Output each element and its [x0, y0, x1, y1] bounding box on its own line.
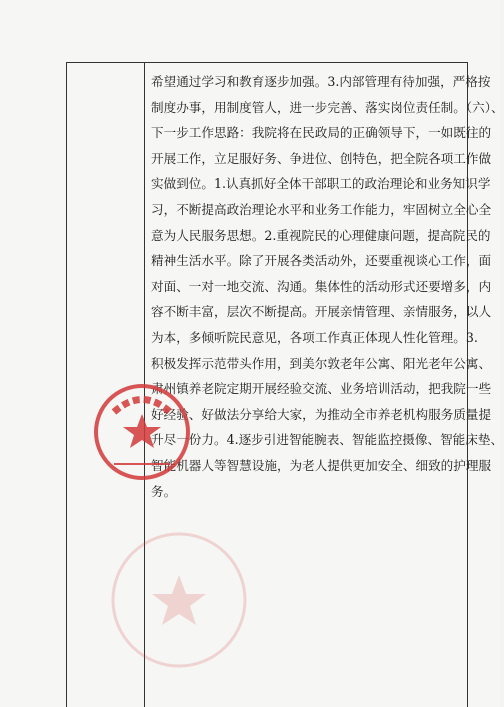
text-line: 开展工作，立足服好务、争进位、创特色，把全院各项工作做 [151, 150, 492, 166]
text-line: 制度办事，用制度管人，进一步完善、落实岗位责任制。（六）、 [151, 99, 504, 115]
text-line: 肃州镇养老院定期开展经验交流、业务培训活动，把我院一些 [151, 381, 492, 397]
text-line: 容不断丰富，层次不断提高。开展亲情管理、亲情服务，以人 [151, 304, 492, 320]
text-line: 意为人民服务思想。2.重视院民的心理健康问题，提高院民的 [151, 227, 491, 243]
text-line: 好经验、好做法分享给大家，为推动全市养老机构服务质量提 [151, 406, 492, 422]
text-line: 习，不断提高政治理论水平和业务工作能力，牢固树立全心全 [151, 201, 492, 217]
text-line: 精神生活水平。除了开展各类活动外，还要重视谈心工作，面 [151, 253, 492, 269]
text-line: 升尽一份力。4.逐步引进智能腕表、智能监控摄像、智能床垫、 [151, 432, 504, 448]
text-line: 希望通过学习和教育逐步加强。3.内部管理有待加强，严格按 [151, 74, 491, 89]
text-line: 为本，多倾听院民意见，各项工作真正体现人性化管理。3. [151, 329, 478, 345]
faint-seal-icon [104, 520, 254, 680]
body-paragraph [151, 69, 504, 504]
text-line: 实做到位。1.认真抓好全体干部职工的政治理论和业务知识学 [151, 176, 491, 192]
text-line: 务。 [151, 483, 177, 499]
official-seal-icon [92, 382, 192, 482]
text-line: 积极发挥示范带头作用，到美尔敦老年公寓、阳光老年公寓、 [151, 355, 492, 371]
text-line: 智能机器人等智慧设施，为老人提供更加安全、细致的护理服 [151, 457, 492, 473]
text-line: 对面、一对一地交流、沟通。集体性的活动形式还要增多，内 [151, 278, 492, 294]
text-line: 下一步工作思路：我院将在民政局的正确领导下，一如既往的 [151, 125, 492, 141]
